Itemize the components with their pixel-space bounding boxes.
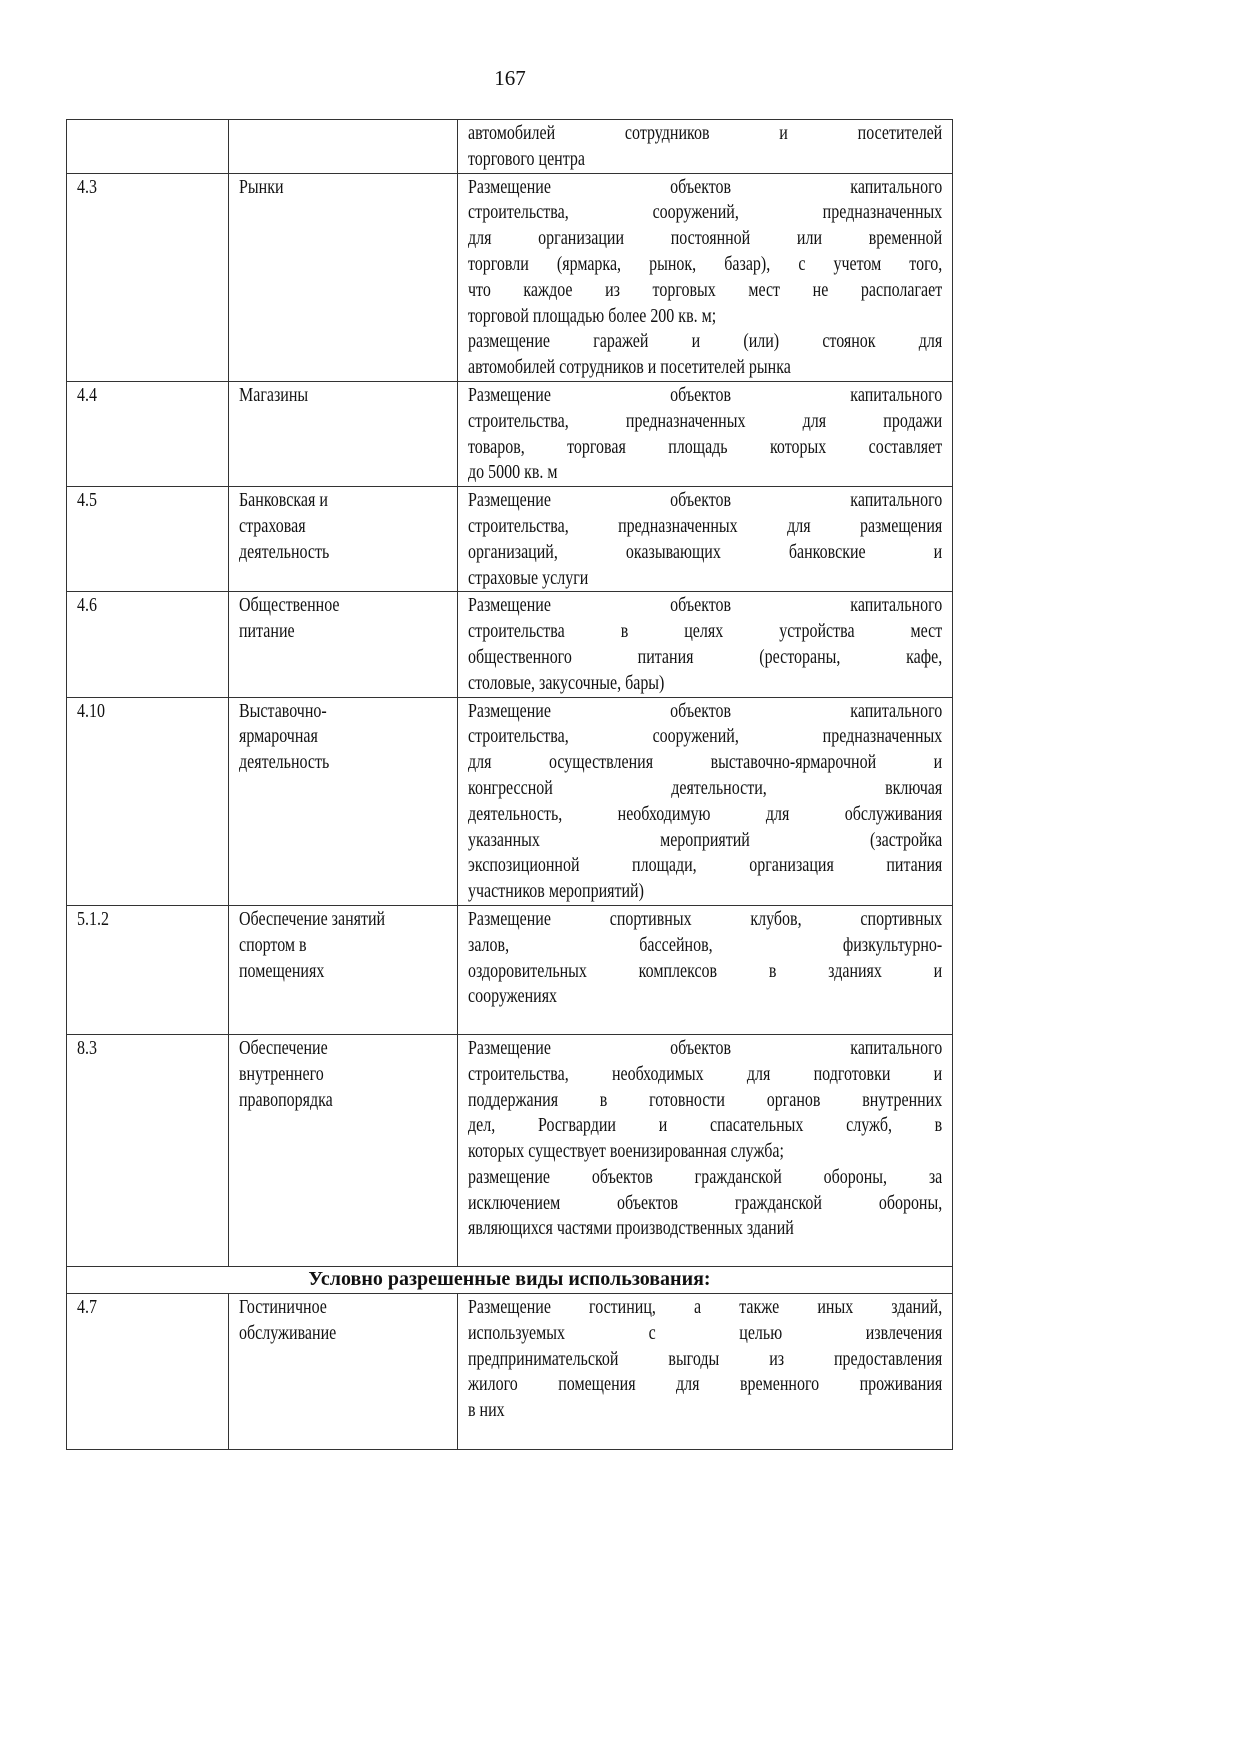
name-line: Обеспечение [239, 1036, 328, 1059]
description-line: размещение гаражей и (или) стоянок для [468, 330, 943, 353]
description-line: торгового центра [468, 147, 585, 170]
name-cell [229, 1034, 458, 1266]
name-text [239, 1294, 450, 1347]
description-line: строительства, предназначенных для продажи [468, 409, 943, 432]
name-text [239, 487, 450, 565]
name-line: внутреннего [239, 1062, 324, 1085]
description-line: строительства, предназначенных для размещения [468, 514, 943, 537]
description-line: поддержания в готовности органов внутренних [468, 1088, 943, 1111]
description-text [468, 698, 942, 905]
description-line: используемых с целью извлечения [468, 1321, 943, 1344]
description-cell [458, 592, 953, 697]
description-line: автомобилей сотрудников и посетителей [468, 122, 943, 144]
table-row [67, 905, 953, 1034]
land-use-table [66, 119, 953, 1450]
description-text [468, 487, 942, 591]
description-line: торговой площадью более 200 кв. м; [468, 304, 717, 327]
description-cell [458, 173, 953, 381]
description-cell [458, 697, 953, 905]
table-row [67, 697, 953, 905]
description-line: размещение объектов гражданской обороны, за [468, 1165, 943, 1188]
code-cell [67, 381, 229, 486]
code-cell [67, 1293, 229, 1449]
name-line: спортом в [239, 933, 307, 956]
description-line: для организации постоянной или временной [468, 227, 943, 250]
table-row [67, 1293, 953, 1449]
section-row [67, 1266, 953, 1293]
description-line: столовые, закусочные, бары) [468, 671, 665, 694]
table-row [67, 120, 953, 174]
name-line: помещениях [239, 959, 325, 982]
code-text: 4.5 [77, 489, 97, 512]
name-line: Выставочно- [239, 699, 327, 722]
name-line: Общественное [239, 594, 340, 617]
description-line: в них [468, 1399, 505, 1422]
description-line: деятельность, необходимую для обслуживания [468, 802, 943, 825]
code-text: 4.6 [77, 594, 97, 617]
description-line: конгрессной деятельности, включая [468, 776, 943, 799]
name-cell [229, 487, 458, 592]
description-line: общественного питания (рестораны, кафе, [468, 645, 943, 668]
description-text [468, 592, 942, 696]
table-row [67, 592, 953, 697]
description-line: строительства в целях устройства мест [468, 620, 943, 643]
description-line: оздоровительных комплексов в зданиях и [468, 959, 943, 982]
description-cell [458, 1293, 953, 1449]
name-line: Рынки [239, 175, 284, 198]
code-cell [67, 1034, 229, 1266]
description-text [468, 906, 942, 1010]
description-line: сооружениях [468, 985, 558, 1008]
name-text [239, 382, 450, 409]
name-line: Гостиничное [239, 1295, 327, 1318]
table-row [67, 173, 953, 381]
description-text [468, 382, 942, 486]
name-line: Банковская и [239, 489, 328, 512]
description-line: для осуществления выставочно-ярмарочной и [468, 751, 943, 774]
description-line: торговли (ярмарка, рынок, базар), с учетом того, [468, 252, 943, 275]
name-cell [229, 381, 458, 486]
code-text [77, 120, 217, 121]
description-line: товаров, торговая площадь которых составляет [468, 435, 943, 458]
description-line: страховые услуги [468, 566, 589, 589]
description-text [468, 174, 942, 381]
description-line: предпринимательской выгоды из предоставления [468, 1347, 943, 1370]
description-cell [458, 487, 953, 592]
name-cell [229, 120, 458, 174]
description-line: строительства, сооружений, предназначенных [468, 201, 943, 224]
name-text [239, 592, 450, 645]
description-line: указанных мероприятий (застройка [468, 828, 943, 851]
description-line: которых существует военизированная служба; [468, 1140, 784, 1163]
page-number: 167 [494, 66, 526, 90]
name-line: Магазины [239, 383, 309, 406]
name-line: питание [239, 620, 295, 643]
code-text: 4.10 [77, 699, 105, 722]
description-text [468, 1294, 942, 1424]
description-line: Размещение объектов капитального [468, 489, 943, 512]
code-text: 4.7 [77, 1295, 97, 1318]
name-line: правопорядка [239, 1088, 333, 1111]
name-cell [229, 592, 458, 697]
description-line: Размещение объектов капитального [468, 594, 943, 617]
name-cell [229, 905, 458, 1034]
description-line: залов, бассейнов, физкультурно- [468, 933, 943, 956]
name-line: Обеспечение занятий [239, 907, 386, 930]
name-line: деятельность [239, 751, 330, 774]
description-line: Размещение объектов капитального [468, 699, 943, 722]
code-text: 4.3 [77, 175, 97, 198]
description-line: жилого помещения для временного проживания [468, 1373, 943, 1396]
description-line: Размещение объектов капитального [468, 1036, 943, 1059]
description-cell [458, 1034, 953, 1266]
description-line: дел, Росгвардии и спасательных служб, в [468, 1114, 943, 1137]
name-line: страховая [239, 514, 306, 537]
description-line: исключением объектов гражданской обороны, [468, 1191, 943, 1214]
description-line: Размещение объектов капитального [468, 175, 943, 198]
name-cell [229, 1293, 458, 1449]
name-line: обслуживание [239, 1321, 337, 1344]
name-text [239, 906, 450, 984]
table-row [67, 1034, 953, 1266]
description-cell [458, 905, 953, 1034]
description-line: Размещение объектов капитального [468, 383, 943, 406]
code-text: 8.3 [77, 1036, 97, 1059]
description-line: строительства, необходимых для подготовки и [468, 1062, 943, 1085]
name-text [239, 698, 450, 776]
name-text [239, 120, 450, 121]
description-line: до 5000 кв. м [468, 461, 558, 484]
code-cell [67, 905, 229, 1034]
description-cell [458, 120, 953, 174]
description-cell [458, 381, 953, 486]
code-cell [67, 697, 229, 905]
table-row [67, 487, 953, 592]
name-cell [229, 697, 458, 905]
description-line: автомобилей сотрудников и посетителей рынка [468, 356, 791, 379]
table-row [67, 381, 953, 486]
name-text [239, 1035, 450, 1113]
description-line: что каждое из торговых мест не располагает [468, 278, 943, 301]
code-cell [67, 487, 229, 592]
description-line: организаций, оказывающих банковские и [468, 540, 943, 563]
code-cell [67, 173, 229, 381]
code-text: 4.4 [77, 383, 97, 406]
description-line: являющихся частями производственных зданий [468, 1217, 794, 1240]
description-line: Размещение спортивных клубов, спортивных [468, 907, 943, 930]
code-cell [67, 592, 229, 697]
name-line: ярмарочная [239, 725, 318, 748]
description-line: экспозиционной площади, организация питания [468, 854, 943, 877]
code-cell [67, 120, 229, 174]
description-line: участников мероприятий) [468, 880, 644, 903]
description-line: строительства, сооружений, предназначенных [468, 725, 943, 748]
name-cell [229, 173, 458, 381]
description-text [468, 120, 942, 173]
name-text [239, 174, 450, 201]
description-line: Размещение гостиниц, а также иных зданий, [468, 1295, 943, 1318]
description-text [468, 1035, 942, 1242]
code-text: 5.1.2 [77, 907, 109, 930]
name-line: деятельность [239, 540, 330, 563]
section-title: Условно разрешенные виды использования: [67, 1266, 953, 1293]
